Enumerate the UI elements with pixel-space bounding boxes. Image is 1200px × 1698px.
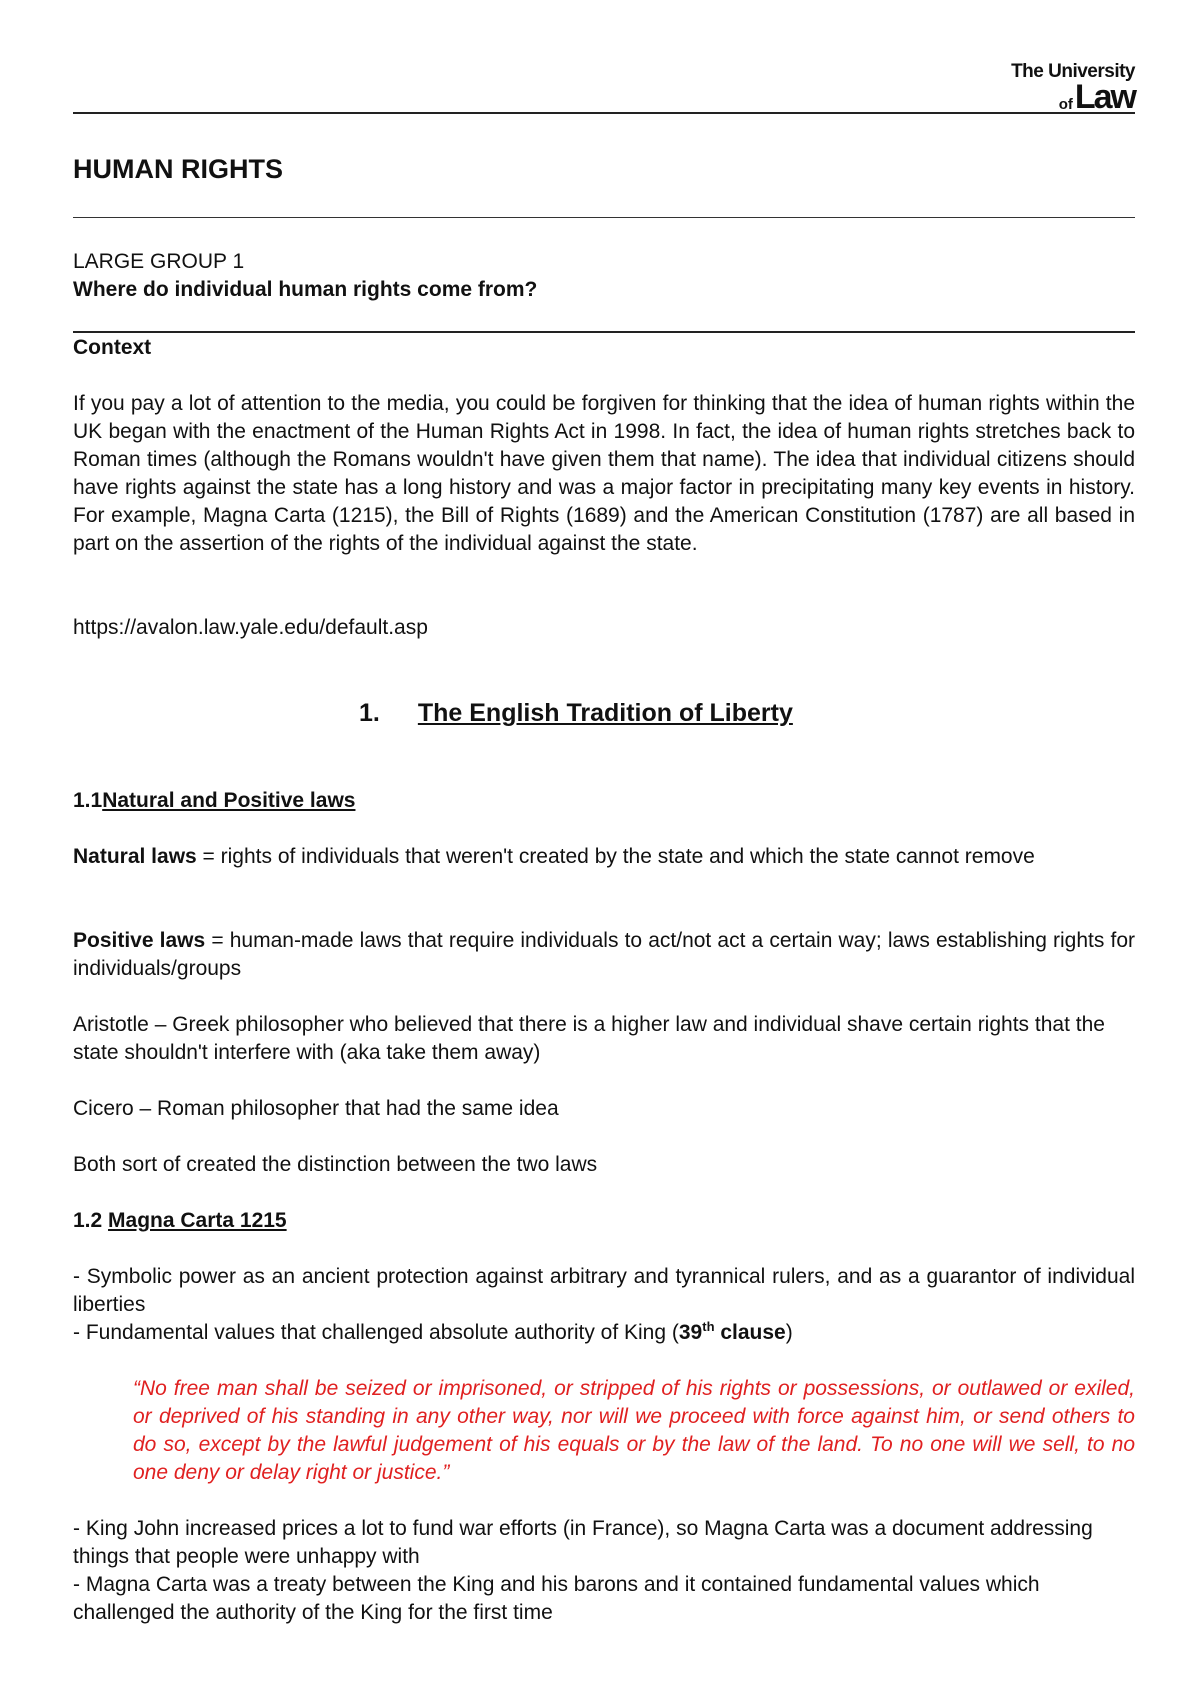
section-1-number: 1. bbox=[359, 699, 380, 727]
bullet-treaty: - Magna Carta was a treaty between the King and his barons and it contained fundamental values which challenged the authority of the King for the first time bbox=[73, 1573, 1040, 1624]
distinction-paragraph: Both sort of created the distinction between the two laws bbox=[73, 1153, 598, 1176]
logo-law: Law bbox=[1074, 78, 1135, 116]
natural-laws-text: = rights of individuals that weren't created by the state and which the state cannot remove bbox=[196, 845, 1035, 868]
cicero-paragraph: Cicero – Roman philosopher that had the same idea bbox=[73, 1097, 559, 1120]
aristotle-paragraph: Aristotle – Greek philosopher who believed that there is a higher law and individual shave certain rights that the state shouldn't interfere with (aka take them away) bbox=[73, 1013, 1105, 1064]
subsection-1-1-title: Natural and Positive laws bbox=[102, 789, 356, 812]
clause-number: 39 bbox=[678, 1321, 703, 1344]
bullet-2-prefix: - Fundamental values that challenged absolute authority of King ( bbox=[73, 1321, 679, 1344]
natural-laws-definition bbox=[73, 843, 1135, 871]
subsection-1-2-heading bbox=[73, 1207, 1135, 1235]
logo-of: of bbox=[1058, 96, 1073, 113]
bullet-symbolic-power: - Symbolic power as an ancient protection against arbitrary and tyrannical rulers, and as a guarantor of individual liberties bbox=[73, 1265, 1135, 1316]
bullet-2-suffix: ) bbox=[785, 1321, 793, 1344]
logo-line-1: The University bbox=[1011, 61, 1135, 82]
magna-carta-quote: “No free man shall be seized or imprisoned, or stripped of his rights or possessions, or outlawed or exiled, or deprived of his standing in any other way, nor will we proceed with force against him, or send others to do so, except by the lawful judgement of his equals or by the law of the land. To no one will we sell, to no one deny or delay right or justice.” bbox=[133, 1377, 1135, 1484]
clause-ordinal: th bbox=[702, 1319, 715, 1334]
university-logo bbox=[1011, 61, 1135, 116]
question-heading: Where do individual human rights come from? bbox=[73, 278, 538, 301]
question-rule bbox=[73, 331, 1135, 333]
clause-word: clause bbox=[714, 1321, 786, 1344]
natural-laws-term: Natural laws bbox=[73, 845, 197, 868]
subsection-1-1-number: 1.1 bbox=[73, 789, 103, 812]
subsection-1-2-title: Magna Carta 1215 bbox=[108, 1209, 287, 1232]
section-1-title: The English Tradition of Liberty bbox=[417, 699, 793, 727]
subsection-1-2-number: 1.2 bbox=[73, 1209, 109, 1232]
session-label: LARGE GROUP 1 bbox=[73, 250, 245, 273]
bullet-king-john: - King John increased prices a lot to fund war efforts (in France), so Magna Carta was a document addressing things that people were unhappy with bbox=[73, 1517, 1093, 1568]
header-rule bbox=[73, 112, 1135, 114]
section-1-heading bbox=[359, 699, 793, 728]
subsection-1-1-heading bbox=[73, 787, 1135, 815]
positive-laws-text: = human-made laws that require individuals to act/not act a certain way; laws establishing rights for individuals/groups bbox=[73, 929, 1135, 980]
positive-laws-definition bbox=[73, 927, 1135, 983]
bullet-fundamental-values bbox=[73, 1319, 1135, 1347]
reference-link[interactable]: https://avalon.law.yale.edu/default.asp bbox=[73, 616, 428, 639]
page-title: HUMAN RIGHTS bbox=[73, 154, 283, 184]
context-paragraph: If you pay a lot of attention to the media, you could be forgiven for thinking that the idea of human rights within the UK began with the enactment of the Human Rights Act in 1998. In fact, the idea of human rights stretches back to Roman times (although the Romans wouldn't have given them that name). The idea that individual citizens should have rights against the state has a long history and was a major factor in precipitating many key events in history. For example, Magna Carta (1215), the Bill of Rights (1689) and the American Constitution (1787) are all based in part on the assertion of the rights of the individual against the state. bbox=[73, 392, 1135, 555]
positive-laws-term: Positive laws bbox=[73, 929, 206, 952]
context-heading: Context bbox=[73, 336, 152, 359]
title-rule bbox=[73, 217, 1135, 218]
